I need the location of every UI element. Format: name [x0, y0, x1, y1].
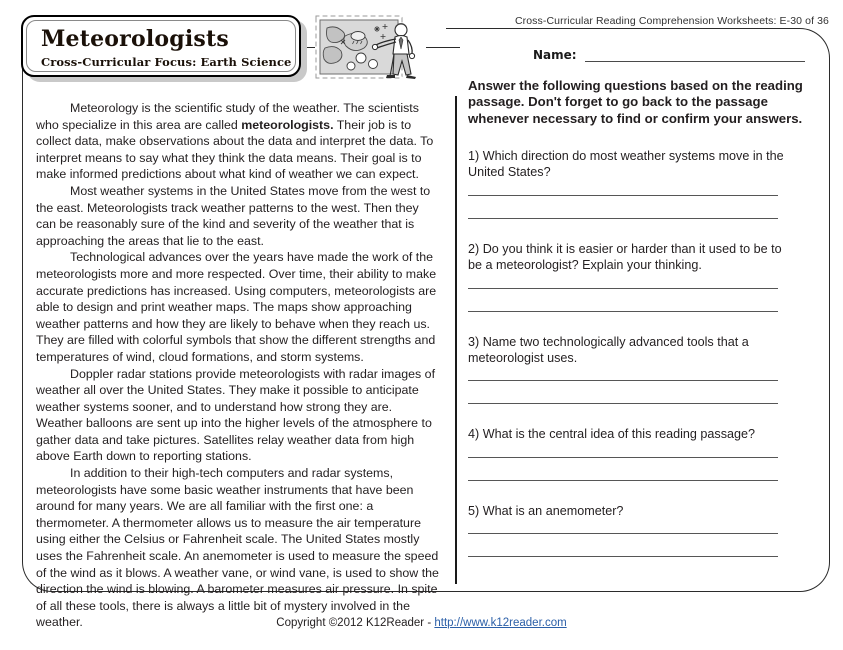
- passage-text: Doppler radar stations provide meteorologists with radar images of weather all over the United States. They make it possible to anticipate weather systems sooner, and to understand how strong they are. Weather balloons are sent up into the higher levels of the atmosphere to gather data and take pictures. Satellites relay weather data from high above Earth down to reporting stations.: [36, 366, 436, 464]
- instructions-text: Answer the following questions based on the reading passage. Don't forget to go back to the passage whenever necessary to find or confirm your answers.: [468, 78, 803, 126]
- question-block: [468, 503, 796, 557]
- title-card-inner-border: [26, 20, 296, 72]
- question-text: 1) Which direction do most weather systems move in the United States?: [468, 149, 784, 180]
- title-connector-right: [426, 47, 460, 48]
- footer: [0, 617, 843, 629]
- answer-line[interactable]: [468, 218, 778, 219]
- title-card: [21, 15, 301, 77]
- page-subtitle: Cross-Curricular Focus: Earth Science: [41, 55, 292, 70]
- passage-text: Technological advances over the years have made the work of the meteorologists more and more respected. Over time, their ability to make accurate predictions has increased. Using computers, meteorologists are able to design and print weather maps. The maps show approaching weather patterns and how they are likely to behave when they reach us. They are filled with colorful symbols that show the different strengths and temperatures of wind, cloud formations, and storm systems.: [36, 250, 437, 364]
- k12reader-link[interactable]: http://www.k12reader.com: [434, 617, 567, 629]
- name-input-blank[interactable]: [585, 49, 805, 62]
- question-text: 4) What is the central idea of this reading passage?: [468, 427, 756, 442]
- passage-paragraph: [36, 465, 440, 631]
- passage-paragraph: [36, 249, 440, 365]
- question-block: [468, 148, 796, 219]
- answer-line[interactable]: [468, 457, 778, 458]
- question-block: [468, 241, 796, 312]
- passage-paragraph: [36, 100, 440, 183]
- answer-line[interactable]: [468, 403, 778, 404]
- passage-bold-term: meteorologists.: [241, 117, 334, 132]
- question-text: 2) Do you think it is easier or harder than it used to be to be a meteorologist? Explain your thinking.: [468, 241, 782, 273]
- questions-list: [468, 148, 796, 579]
- question-text: 5) What is an anemometer?: [468, 503, 624, 518]
- question-text: 3) Name two technologically advanced tools that a meteorologist uses.: [468, 334, 749, 366]
- reading-passage: [36, 100, 440, 631]
- column-divider: [455, 96, 457, 584]
- passage-text: In addition to their high-tech computers and radar systems, meteorologists have some basic weather instruments that have been around for many years. We are all familiar with the first one: a thermometer. A thermometer allows us to measure the air temperature using either the Celsius or Fahrenheit scale. The United States mostly uses the Fahrenheit scale. An anemometer is used to measure the speed of the wind as it blows. A weather vane, or wind vane, is used to show the direction the wind is blowing. A barometer measures air pressure. In spite of all these tools, there is always a little bit of mystery involved in the weather.: [36, 466, 439, 630]
- answer-line[interactable]: [468, 311, 778, 312]
- passage-paragraph: [36, 366, 440, 466]
- passage-text: Meteorology is the scientific study of the weather. The scientists who specialize in this area are called: [36, 101, 419, 132]
- answer-line[interactable]: [468, 288, 778, 289]
- page-title: Meteorologists: [41, 26, 229, 52]
- running-head: Cross-Curricular Reading Comprehension Worksheets: E-30 of 36: [514, 15, 829, 27]
- answer-line[interactable]: [468, 556, 778, 557]
- meteorologist-weather-map-illustration: [315, 14, 427, 82]
- answer-line[interactable]: [468, 480, 778, 481]
- answer-line[interactable]: [468, 380, 778, 381]
- answer-line[interactable]: [468, 533, 778, 534]
- name-label: Name:: [533, 48, 577, 62]
- passage-text: Their job is to collect data, make observations about the data and interpret the data. To interpret means to say what they think the data means. Their goal is to make informed predictions about what kind of weather we can expect.: [36, 117, 434, 182]
- answer-line[interactable]: [468, 195, 778, 196]
- copyright-text: Copyright ©2012 K12Reader -: [276, 617, 435, 629]
- name-field-row: [533, 48, 805, 62]
- question-block: [468, 334, 796, 405]
- question-block: [468, 426, 796, 480]
- passage-text: Most weather systems in the United States move from the west to the east. Meteorologists track weather patterns to the west. Then they can be reasonably sure of the kind and severity of the weather that is approaching the areas that lie to the east.: [36, 183, 431, 248]
- passage-paragraph: [36, 183, 440, 249]
